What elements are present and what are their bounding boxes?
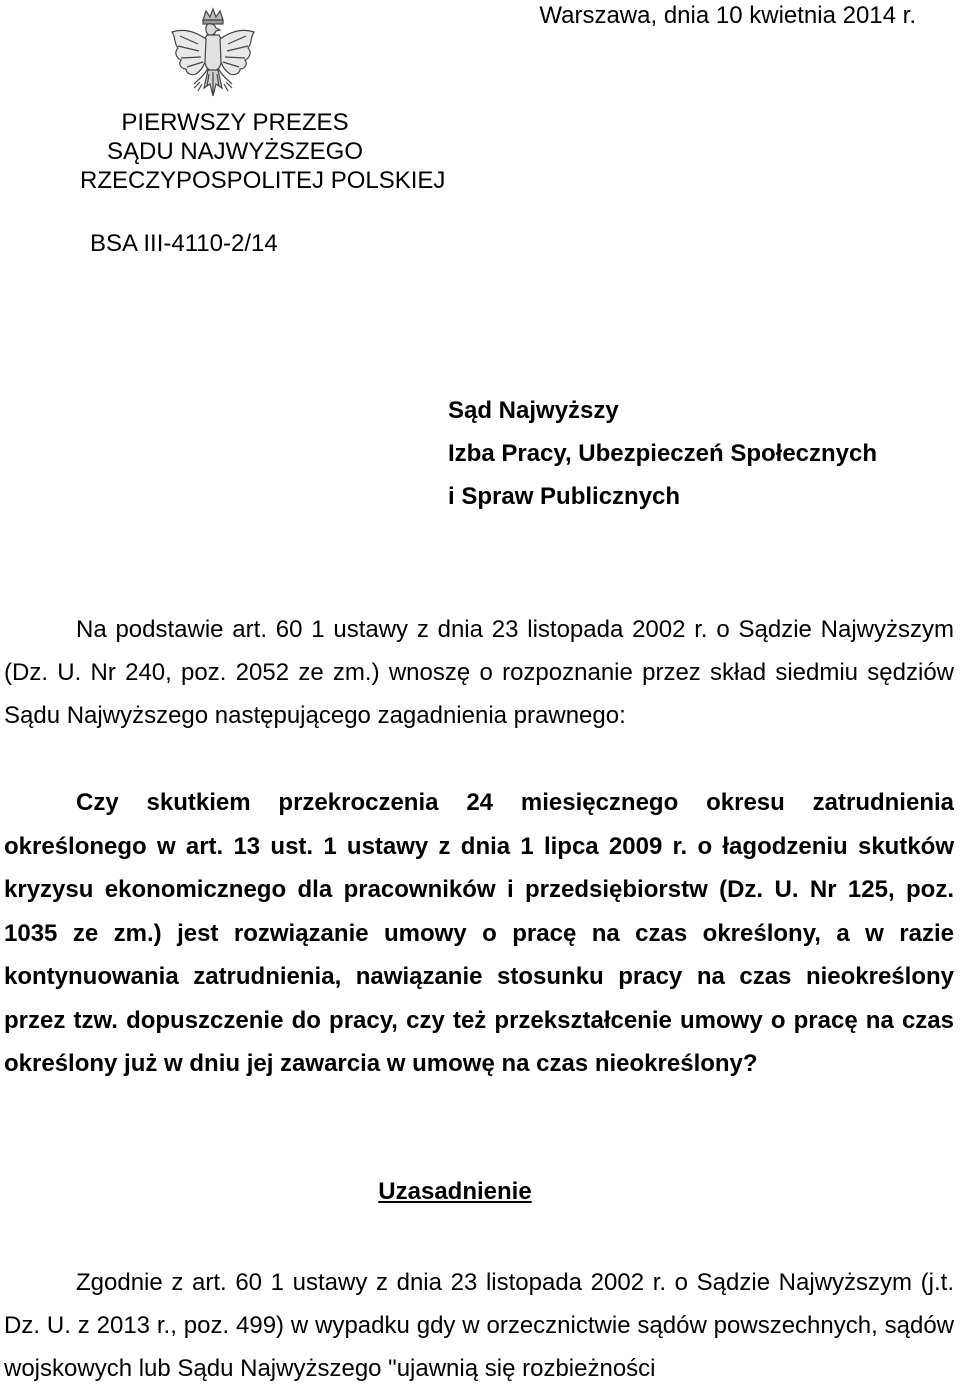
issuer-line-2: SĄDU NAJWYŻSZEGO (106, 138, 364, 165)
issuer-line-1: PIERWSZY PREZES (121, 109, 349, 136)
issuer-line-3: RZECZYPOSPOLITEJ POLSKIEJ (80, 167, 446, 194)
polish-eagle-emblem-icon (168, 6, 258, 104)
addressee-line-3: i Spraw Publicznych (448, 483, 681, 510)
intro-paragraph: Na podstawie art. 60 1 ustawy z dnia 23 listopada 2002 r. o Sądzie Najwyższym (Dz. U. Nr 240, poz. 2052 ze zm.) wnoszę o rozpoznanie przez skład siedmiu sędziów Sądu Najwyższego następującego zagadnienia prawnego: (4, 616, 954, 729)
case-signature: BSA III-4110-2/14 (90, 230, 278, 257)
document-date: Warszawa, dnia 10 kwietnia 2014 r. (539, 2, 916, 29)
addressee-line-2: Izba Pracy, Ubezpieczeń Społecznych (448, 440, 878, 467)
issuer-block (80, 108, 446, 195)
addressee-line-1: Sąd Najwyższy (448, 397, 619, 424)
legal-question-paragraph: Czy skutkiem przekroczenia 24 miesięcznego okresu zatrudnienia określonego w art. 13 ust. 1 ustawy z dnia 1 lipca 2009 r. o łagodzeniu skutków kryzysu ekonomicznego dla pracowników i przedsiębiorstw (Dz. U. Nr 125, poz. 1035 ze zm.) jest rozwiązanie umowy o pracę na czas określony, a w razie kontynuowania zatrudnienia, nawiązanie stosunku pracy na czas nieokreślony przez tzw. dopuszczenie do pracy, czy też przekształcenie umowy o pracę na czas określony już w dniu jej zawarcia w umowę na czas nieokreślony? (4, 789, 954, 1077)
section-heading: Uzasadnienie (378, 1178, 532, 1205)
addressee-block (448, 389, 877, 518)
justification-paragraph: Zgodnie z art. 60 1 ustawy z dnia 23 listopada 2002 r. o Sądzie Najwyższym (j.t. Dz. U. z 2013 r., poz. 499) w wypadku gdy w orzecznictwie sądów powszechnych, sądów wojskowych lub Sądu Najwyższego "ujawnią się rozbieżności (4, 1269, 954, 1382)
